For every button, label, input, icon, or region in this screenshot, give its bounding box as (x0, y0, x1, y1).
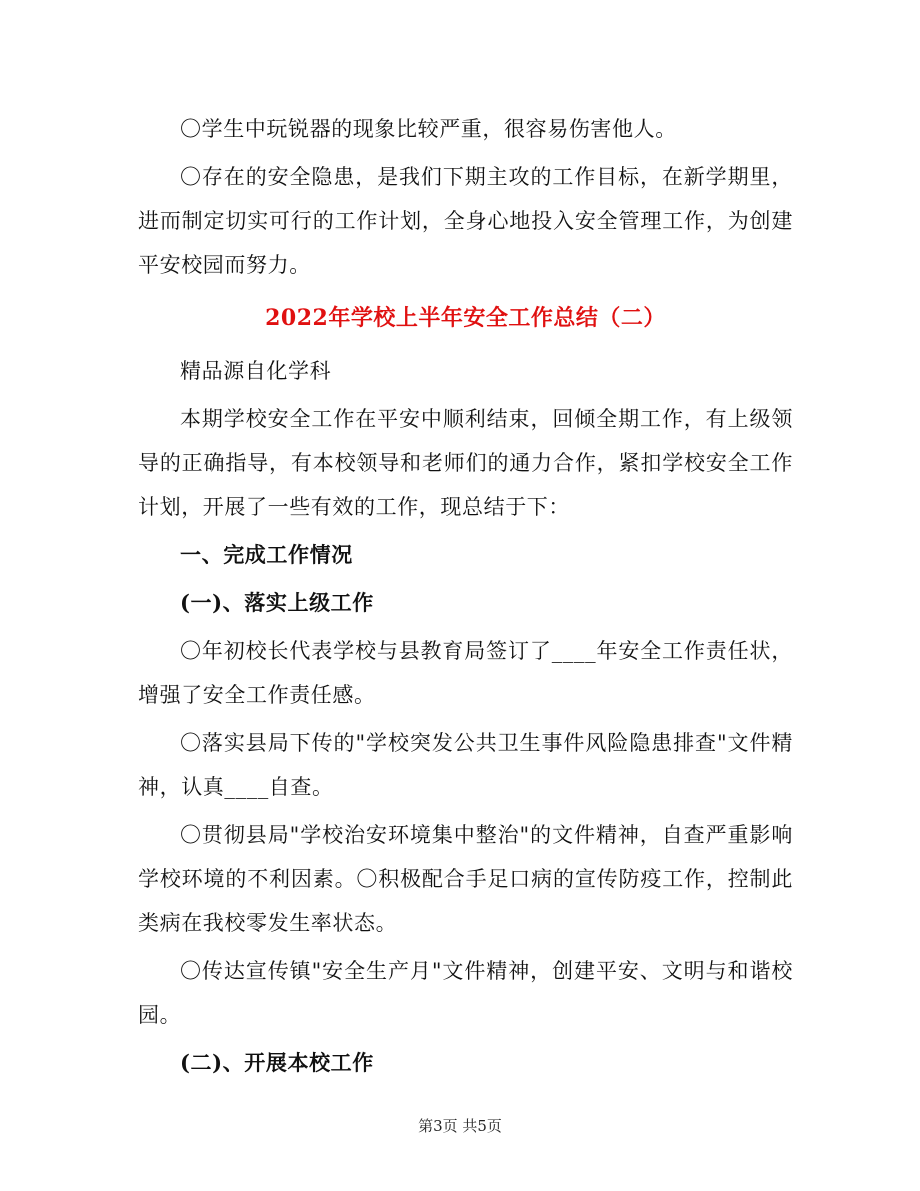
document-title: 2022年学校上半年安全工作总结（二） (265, 305, 666, 331)
list-item: 〇落实县局下传的"学校突发公共卫生事件风险隐患排查"文件精神，认真____自查。 (138, 731, 793, 799)
subsection-heading: (二)、开展本校工作 (180, 1050, 374, 1075)
page-number: 第3页 共5页 (418, 1117, 502, 1135)
list-item: 〇年初校长代表学校与县教育局签订了____年安全工作责任状，增强了安全工作责任感。 (138, 639, 793, 707)
paragraph: 〇存在的安全隐患，是我们下期主攻的工作目标，在新学期里，进而制定切实可行的工作计划，全身心地投入安全管理工作，为创建平安校园而努力。 (138, 165, 793, 277)
document-body (138, 103, 793, 1085)
intro-paragraph: 本期学校安全工作在平安中顺利结束，回倾全期工作，有上级领导的正确指导，有本校领导和老师们的通力合作，紧扣学校安全工作计划，开展了一些有效的工作，现总结于下： (138, 407, 793, 519)
subsection-heading: (一)、落实上级工作 (180, 590, 374, 615)
list-item: 〇传达宣传镇"安全生产月"文件精神，创建平安、文明与和谐校园。 (138, 959, 793, 1027)
source-line: 精品源自化学科 (180, 359, 332, 383)
list-item: 〇贯彻县局"学校治安环境集中整治"的文件精神，自查严重影响学校环境的不利因素。〇积极配合手足口病的宣传防疫工作，控制此类病在我校零发生率状态。 (138, 823, 793, 935)
paragraph: 〇学生中玩锐器的现象比较严重，很容易伤害他人。 (180, 117, 677, 141)
section-heading: 一、完成工作情况 (180, 542, 353, 567)
